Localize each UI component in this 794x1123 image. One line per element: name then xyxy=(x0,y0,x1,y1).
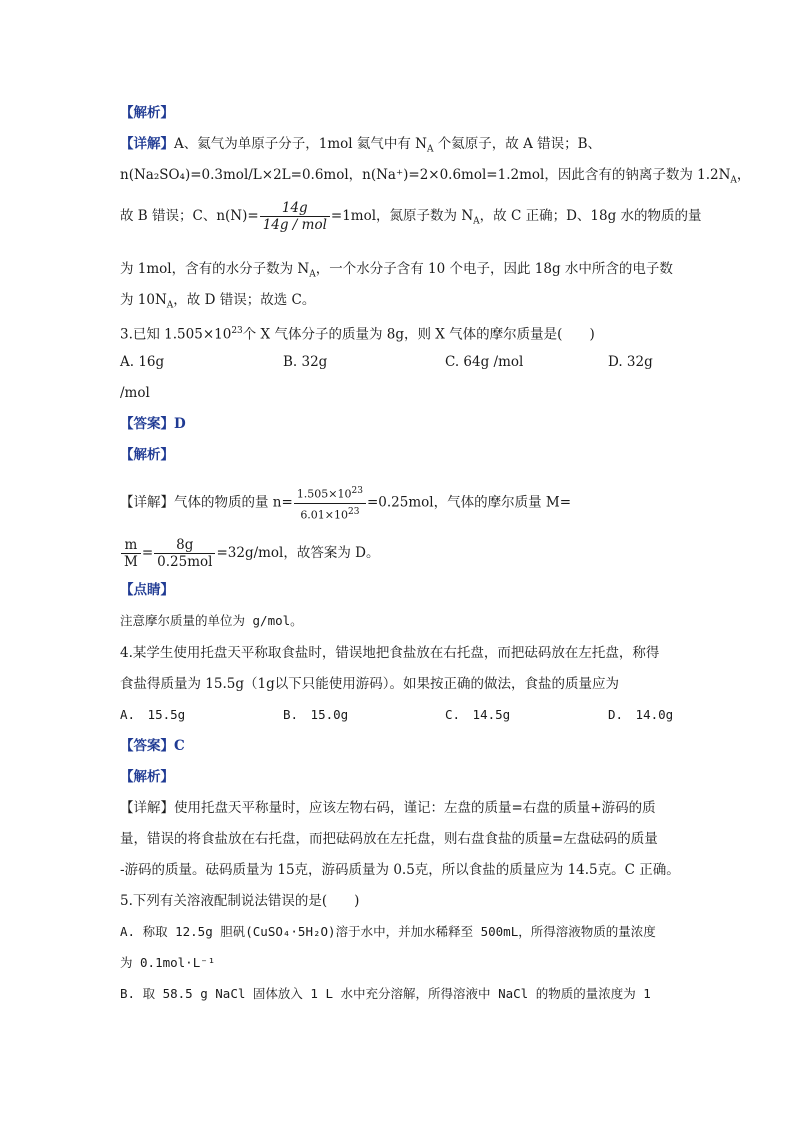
q3-frac1-num-sup: 23 xyxy=(351,486,363,496)
q2-l5-sub: A xyxy=(166,300,174,311)
q2-l5-tail: ，故 D 错误；故选 C。 xyxy=(173,292,316,308)
q3-tip-label: 【点睛】 xyxy=(120,582,174,598)
q4-stem-2: 食盐得质量为 15.5g（1g以下只能使用游码）。如果按正确的做法，食盐的质量应为 xyxy=(120,676,619,692)
q3-stem-b: 个 X 气体分子的质量为 8g，则 X 气体的摩尔质量是( ) xyxy=(242,326,595,343)
q3-frac3-num: 8g xyxy=(176,537,194,553)
q4-option-c: C. 14.5g xyxy=(445,707,511,722)
q5-option-a-line-2: 为 0.1mol·L⁻¹ xyxy=(120,955,216,970)
q3-answer: 【答案】D xyxy=(120,416,186,432)
q3-tip: 注意摩尔质量的单位为 g/mol。 xyxy=(120,613,303,628)
q4-detail-line-1: 【详解】使用托盘天平称量时，应该左物右码，谨记：左盘的质量=右盘的质量+游码的质 xyxy=(120,800,656,816)
q2-frac-den: 14g / mol xyxy=(260,216,330,233)
q4-option-d: D. 14.0g xyxy=(608,707,674,722)
q2-l1-sub: A xyxy=(426,144,434,155)
q3-option-c: C. 64g /mol xyxy=(445,354,524,370)
q3-fraction-3 xyxy=(154,537,215,570)
q2-frac-num: 14g xyxy=(281,200,308,216)
q2-l2-tail: ， xyxy=(736,167,751,183)
q3-frac3-den: 0.25mol xyxy=(154,553,215,570)
q2-detail-line-4 xyxy=(120,259,673,285)
q2-detail-line-3 xyxy=(120,200,702,233)
q4-detail-line-3: -游码的质量。砝码质量为 15克，游码质量为 0.5克，所以食盐的质量应为 14.5克。C 正确。 xyxy=(120,862,680,878)
q5-option-b-line-1: B. 取 58.5 g NaCl 固体放入 1 L 水中充分溶解，所得溶液中 NaCl 的物质的量浓度为 1 xyxy=(120,986,651,1001)
q2-detail-label: 【详解】 xyxy=(120,136,174,152)
q2-l3-sub: A xyxy=(473,216,480,227)
q4-analysis-label: 【解析】 xyxy=(120,769,174,785)
q3-stem-sup: 23 xyxy=(231,326,243,336)
q3-detail-line-1 xyxy=(120,483,571,523)
q3-detail-c: =32g/mol，故答案为 D。 xyxy=(216,545,380,561)
q2-fraction xyxy=(260,200,330,233)
q3-frac2-den: M xyxy=(121,553,141,570)
q3-frac1-num: 1.505×10 xyxy=(296,487,352,501)
q4-detail-line-2: 量，错误的将食盐放在右托盘，而把砝码放在左托盘，则右盘食盐的质量=左盘砝码的质量 xyxy=(120,831,658,847)
q3-frac1-den: 6.01×10 xyxy=(300,508,349,522)
q3-detail-line-2: $\frac{m}{M}$ = $\frac{8g}{\text{0.25mol}}$ =32g/mol，故答案为 D。 xyxy=(120,537,380,570)
q2-l1: A、氦气为单原子分子，1mol 氦气中有 N xyxy=(174,136,427,152)
q2-l1-tail: 个氦原子，故 A 错误；B、 xyxy=(433,136,602,152)
q5-stem: 5.下列有关溶液配制说法错误的是( ) xyxy=(120,893,360,909)
q3-detail-b: =0.25mol，气体的摩尔质量 M= xyxy=(366,494,572,511)
q2-detail-line-5 xyxy=(120,290,315,316)
q3-frac1-den-sup: 23 xyxy=(348,506,360,517)
q2-l3b: =1mol，氮原子数为 N xyxy=(330,208,474,224)
q2-l4-tail: ，一个水分子含有 10 个电子，因此 18g 水中所含的电子数 xyxy=(315,261,673,277)
q3-fraction-2 xyxy=(121,537,141,570)
q2-l2: n(Na₂SO₄)=0.3mol/L×2L=0.6mol，n(Na⁺)=2×0.6mol=1.2mol，因此含有的钠离子数为 1.2N xyxy=(120,167,731,183)
q2-l5: 为 10N xyxy=(120,292,167,308)
q3-option-wrap: /mol xyxy=(120,385,150,401)
q5-option-a-line-1: A. 称取 12.5g 胆矾(CuSO₄·5H₂O)溶于水中，并加水稀释至 500mL，所得溶液物质的量浓度 xyxy=(120,924,656,939)
q3-fraction-1 xyxy=(294,483,366,523)
q2-l4: 为 1mol，含有的水分子数为 N xyxy=(120,261,310,277)
q3-frac2-num: m xyxy=(124,537,138,553)
q3-analysis-label: 【解析】 xyxy=(120,447,174,463)
q2-analysis-label: 【解析】 xyxy=(120,105,174,121)
q4-answer: 【答案】C xyxy=(120,738,185,754)
q2-l3c: ，故 C 正确；D、18g 水的物质的量 xyxy=(479,208,702,224)
q3-option-d: D. 32g xyxy=(608,354,653,370)
q2-l2-sub: A xyxy=(730,175,737,186)
q2-l3a: 故 B 错误；C、n(N)= xyxy=(120,208,259,224)
q3-option-a: A. 16g xyxy=(120,354,165,370)
q2-detail-line-2 xyxy=(120,165,750,191)
q2-detail-line-1 xyxy=(120,134,601,160)
q3-detail-a: 【详解】气体的物质的量 n= xyxy=(120,494,293,511)
q4-option-a: A. 15.5g xyxy=(120,707,186,722)
q2-l4-sub: A xyxy=(309,269,316,280)
q4-stem-1: 4.某学生使用托盘天平称取食盐时，错误地把食盐放在右托盘，而把砝码放在左托盘，称得 xyxy=(120,645,660,661)
q3-option-b: B. 32g xyxy=(283,354,328,370)
q3-stem-a: 3.已知 1.505×10 xyxy=(120,326,232,343)
q3-stem xyxy=(120,321,595,345)
q4-option-b: B. 15.0g xyxy=(283,707,349,722)
